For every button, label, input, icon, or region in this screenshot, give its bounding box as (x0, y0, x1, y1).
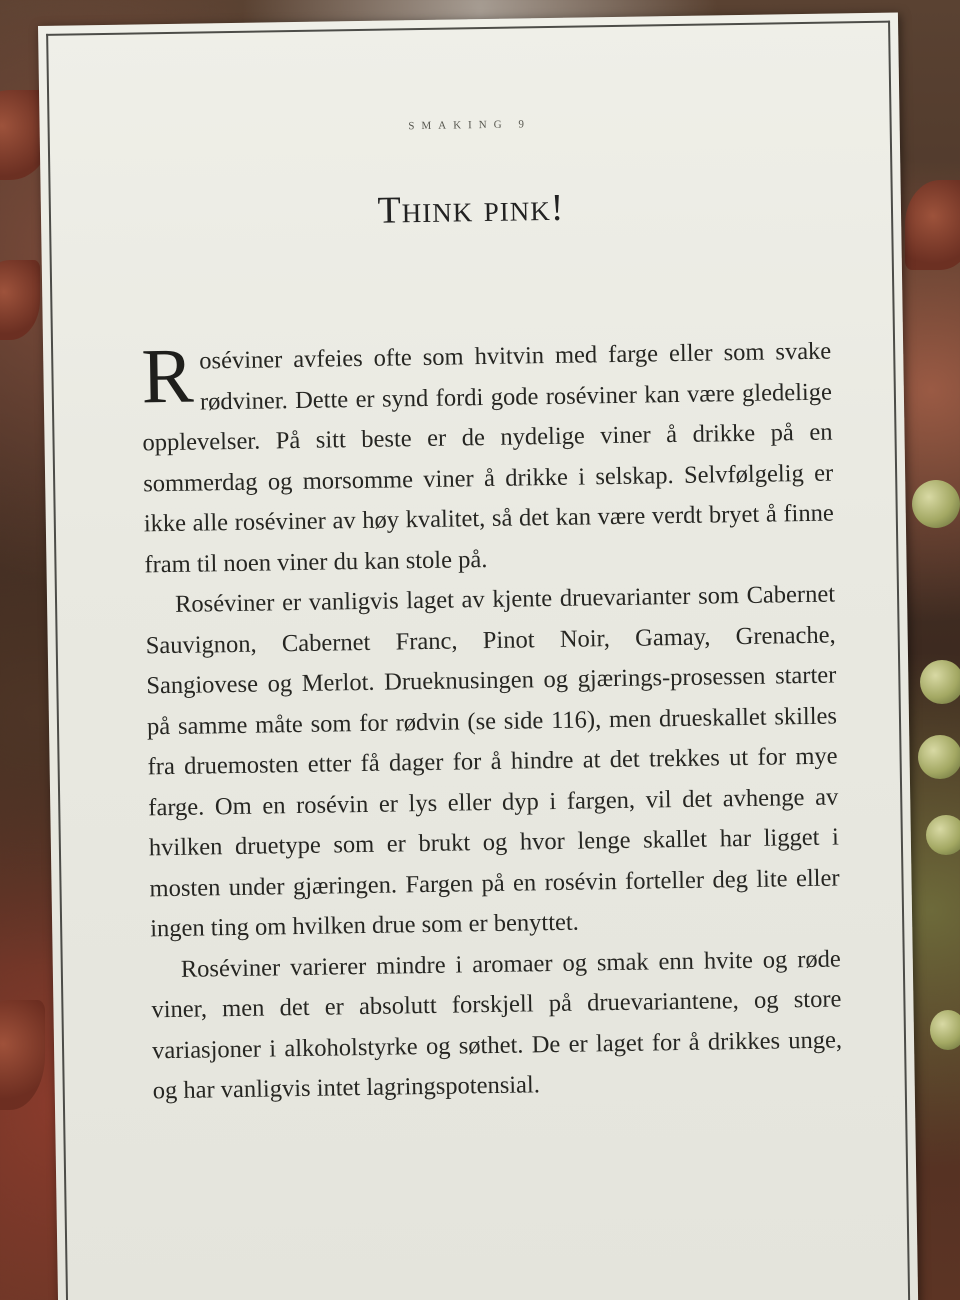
leaf-decoration (905, 180, 960, 270)
grape-decoration (912, 480, 960, 528)
body-text (141, 332, 843, 1112)
drop-cap: R (140, 331, 195, 420)
grape-decoration (920, 660, 960, 704)
paragraph: Roséviner varierer mindre i aromaer og smak enn hvite og røde viner, men det er absolutt forskjell på druevariantene, og store variasjoner i alkoholstyrke og søthet. De er laget for å drikkes unge, og har vanligvis intet lagringspotensial. (151, 945, 843, 1105)
book-page (38, 12, 919, 1300)
leaf-decoration (0, 1000, 45, 1110)
paragraph: Roséviner er vanligvis laget av kjente druevarianter som Cabernet Sauvignon, Cabernet Franc, Pinot Noir, Gamay, Grenache, Sangiovese og Merlot. Drueknusingen og gjærings-prosessen starter på samme måte som for rødvin (se side 116), men drueskallet skilles fra druemosten etter få dager for å hindre at det trekkes ut for mye farge. Om en rosévin er lys eller dyp i fargen, vil det avhenge av hvilken druetype som er brukt og hvor lenge skallet har ligget i mosten under gjæringen. Fargen på en rosévin forteller deg lite eller ingen ting om hvilken drue som er benyttet. (145, 580, 840, 943)
paragraph (141, 332, 835, 586)
grape-decoration (926, 815, 960, 855)
chapter-title: Think pink! (377, 186, 565, 232)
grape-decoration (918, 735, 960, 779)
grape-decoration (930, 1010, 960, 1050)
running-head: SMAKING 9 (408, 118, 531, 133)
leaf-decoration (0, 260, 40, 340)
paragraph-text: oséviner avfeies ofte som hvitvin med farge eller som svake rødviner. Dette er synd fordi gode roséviner kan være gledelige opplevelser. På sitt beste er de nydelige viner å drikke på en sommerdag og morsomme viner å drikke i selskap. Selvfølgelig er ikke alle roséviner av høy kvalitet, så det kan være verdt bryet å finne fram til noen viner du kan stole på. (142, 337, 834, 578)
